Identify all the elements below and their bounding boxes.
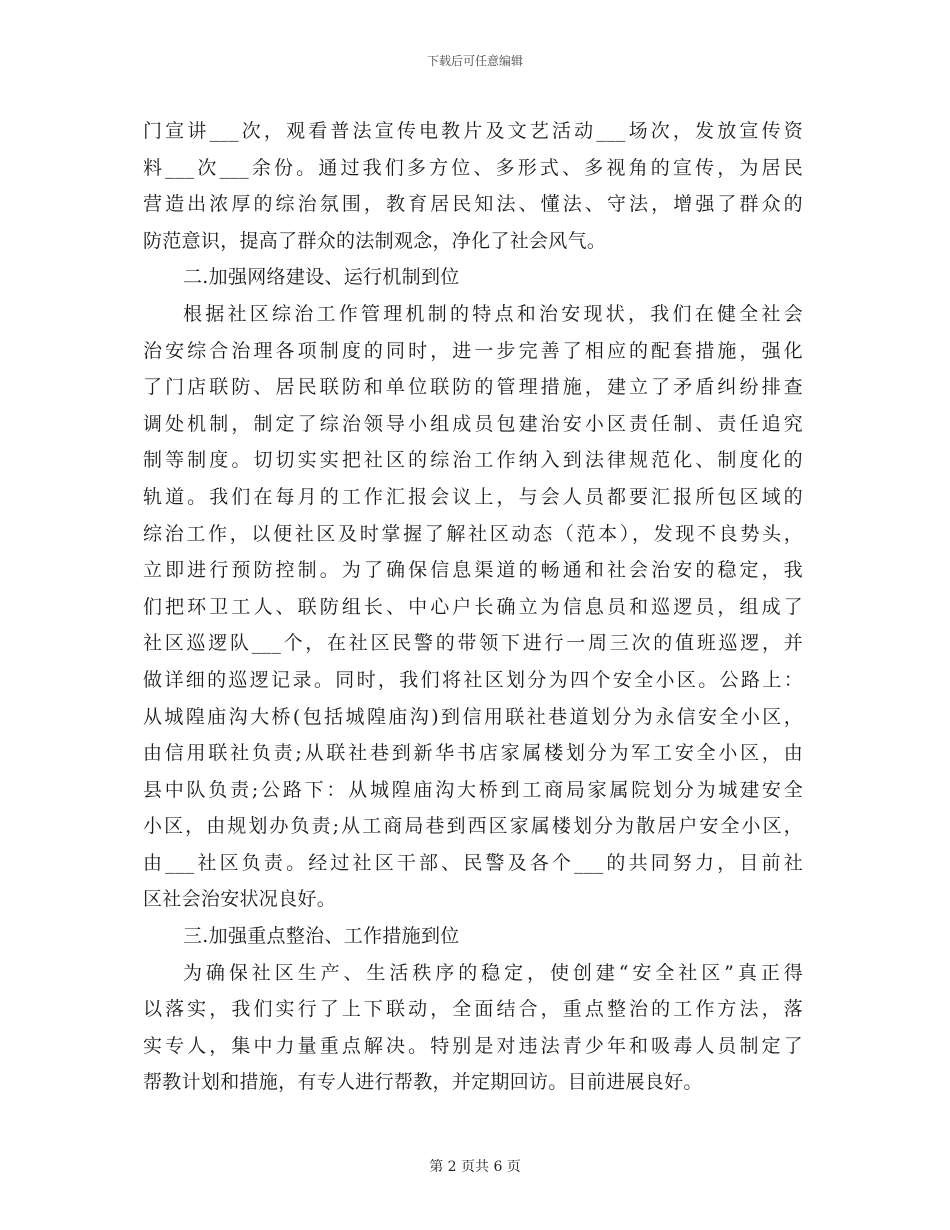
text-line: 为确保社区生产、生活秩序的稳定，使创建“安全社区”真正得 [183,961,803,984]
text-line: 立即进行预防控制。为了确保信息渠道的畅通和社会治安的稳定，我 [143,559,803,582]
page-footer: 第 2 页共 6 页 [429,1159,521,1175]
text-line: 实专人，集中力量重点解决。特别是对违法青少年和吸毒人员制定了 [143,1034,803,1057]
text-line: 由信用联社负责;从联社巷到新华书店家属楼划分为军工安全小区，由 [143,742,803,765]
document-body [143,113,803,1101]
section-heading: 二.加强网络建设、运行机制到位 [183,266,460,289]
text-line: 区社会治安状况良好。 [143,888,337,911]
text-line: 们把环卫工人、联防组长、中心户长确立为信息员和巡逻员，组成了 [143,595,803,618]
text-line: 制等制度。切切实实把社区的综治工作纳入到法律规范化、制度化的 [143,449,803,472]
text-line: 以落实，我们实行了上下联动，全面结合，重点整治的工作方法，落 [143,998,803,1021]
text-line: 调处机制，制定了综治领导小组成员包建治安小区责任制、责任追究 [143,412,803,435]
text-line: 门宣讲___次，观看普法宣传电教片及文艺活动___场次，发放宣传资 [143,120,803,142]
text-line: 帮教计划和措施，有专人进行帮教，并定期回访。目前进展良好。 [143,1071,703,1094]
text-line: 综治工作，以便社区及时掌握了解社区动态（范本），发现不良势头， [143,522,803,545]
text-line: 治安综合治理各项制度的同时，进一步完善了相应的配套措施，强化 [143,339,803,362]
text-line: 营造出浓厚的综治氛围，教育居民知法、懂法、守法，增强了群众的 [143,193,803,216]
text-line: 料___次___余份。通过我们多方位、多形式、多视角的宣传，为居民 [143,156,803,179]
text-line: 根据社区综治工作管理机制的特点和治安现状，我们在健全社会 [183,302,803,325]
text-line: 小区，由规划办负责;从工商局巷到西区家属楼划分为散居户安全小区， [143,815,803,838]
page-header: 下载后可任意编辑 [426,54,523,68]
text-line: 社区巡逻队___个，在社区民警的带领下进行一周三次的值班巡逻，并 [143,632,803,655]
text-line: 做详细的巡逻记录。同时，我们将社区划分为四个安全小区。公路上： [143,668,803,691]
section-heading: 三.加强重点整治、工作措施到位 [183,925,460,948]
text-line: 由___社区负责。经过社区干部、民警及各个___的共同努力，目前社 [143,851,803,874]
text-line: 县中队负责;公路下：从城隍庙沟大桥到工商局家属院划分为城建安全 [143,778,803,801]
text-line: 了门店联防、居民联防和单位联防的管理措施，建立了矛盾纠纷排查 [143,376,803,399]
text-line: 从城隍庙沟大桥(包括城隍庙沟)到信用联社巷道划分为永信安全小区， [143,705,803,728]
text-line: 防范意识，提高了群众的法制观念，净化了社会风气。 [143,229,607,252]
text-line: 轨道。我们在每月的工作汇报会议上，与会人员都要汇报所包区域的 [143,485,803,508]
